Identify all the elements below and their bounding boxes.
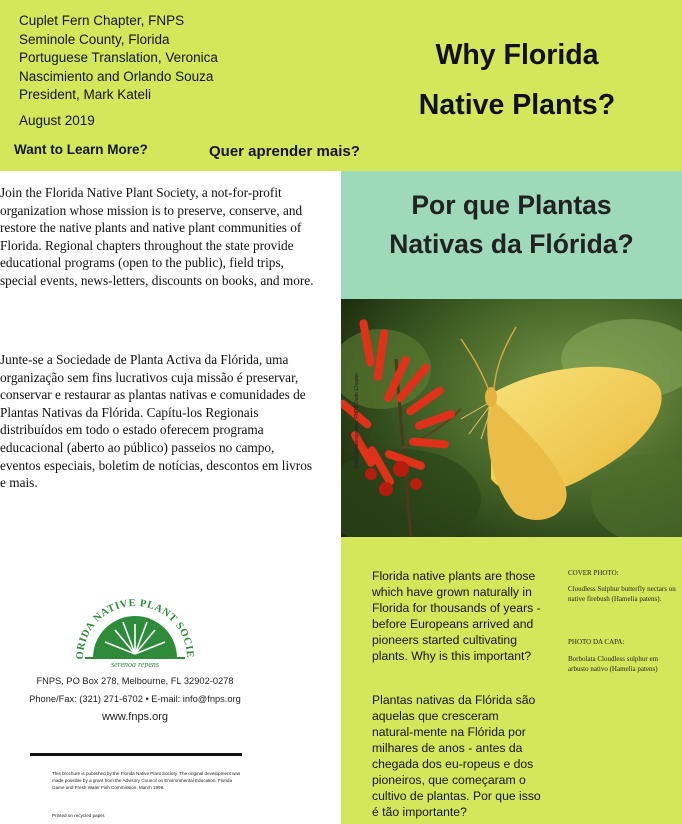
- cover-photo-description-pt: Borbolata Cloudless sulphur em arbusto nativo (Hamelia patens): [568, 655, 659, 673]
- chapter-line: President, Mark Kateli: [19, 87, 152, 102]
- publication-date: August 2019: [19, 113, 95, 128]
- cover-photo: [341, 299, 682, 537]
- chapter-line: Portuguese Translation, Veronica: [19, 50, 218, 65]
- phone-email: Phone/Fax: (321) 271-6702 • E-mail: info@fnps.org: [29, 694, 241, 704]
- brochure-title: [372, 30, 662, 130]
- chapter-line: Nascimiento and Orlando Souza: [19, 68, 214, 84]
- title-line: Native Plants?: [418, 89, 616, 121]
- chapter-info: [19, 12, 269, 105]
- chapter-line: Cuplet Fern Chapter, FNPS: [19, 13, 185, 28]
- photo-credit: Stella Demetropoulos, FNPS Dade Chapter: [354, 372, 360, 470]
- butterfly-on-firebush-image: [341, 299, 682, 537]
- publication-disclaimer: This brochure is published by the Florida Native Plant Society. The original development was made possible by a grant from the Advisory Council on Environmental Education, Florida Game and Fresh Water Fish Commission, March 1999.: [52, 771, 241, 790]
- divider-rule: [30, 753, 242, 756]
- pt-title-line: Nativas da Flórida?: [389, 229, 634, 259]
- native-plants-definition-pt: Plantas nativas da Flórida são aquelas que cresceram natural-mente na Flórida por milhares de anos - antes da chegada dos eu-ropeus e dos pioneiros, que começaram o cultivo de plantas. Por que isso é tão importante?: [372, 693, 541, 819]
- fnps-logo-emblem: [71, 572, 199, 668]
- logo-motto: serenoa repens: [110, 660, 160, 668]
- fnps-logo: [71, 572, 199, 668]
- logo-arc-text: ORIDA NATIVE PLANT SOCIE: [74, 597, 196, 660]
- join-society-text-pt: Junte-se a Sociedade de Planta Activa da Flórida, uma organização sem fins lucrativos cuja missão é preservar, conservar e restaurar as plantas nativas e comunidades de Plantas Nativas da Flórida. Capítu-los Regionais distribuídos em todo o estado oferecem programa educacional (aberto ao público) passeios no campo, eventos especiais, boletim de notícias, descontos em livros e mais.: [0, 352, 313, 491]
- portuguese-title: [341, 186, 682, 264]
- native-plants-definition-en: Florida native plants are those which have grown naturally in Florida for thousands of years - before Europeans arrived and pioneers started cultivating plants. Why is this important?: [372, 569, 541, 663]
- mailing-address: FNPS, PO Box 278, Melbourne, FL 32902-0278: [36, 676, 234, 686]
- learn-more-english: Want to Learn More?: [14, 142, 148, 157]
- learn-more-portuguese: Quer aprender mais?: [209, 143, 360, 160]
- chapter-line: Seminole County, Florida: [19, 31, 170, 47]
- recycled-paper-note: Printed on recycled paper.: [52, 813, 106, 818]
- cover-photo-description: Cloudless Sulphur butterfly nectars on native firebush (Hamelia patens).: [568, 585, 676, 603]
- title-line: Why Florida: [435, 39, 599, 71]
- cover-photo-label: COVER PHOTO:: [568, 569, 619, 577]
- cover-photo-label-pt: PHOTO DA CAPA:: [568, 638, 625, 646]
- pt-title-line: Por que Plantas: [411, 190, 612, 220]
- website-link[interactable]: www.fnps.org: [101, 711, 169, 723]
- join-society-text-en: Join the Florida Native Plant Society, a not-for-profit organization whose mission is to preserve, conserve, and restore the native plants and native plant communities of Florida. Regional chapters throughout the state provide educational programs (open to the public), field trips, special events, news-letters, discounts on books, and more.: [0, 185, 314, 288]
